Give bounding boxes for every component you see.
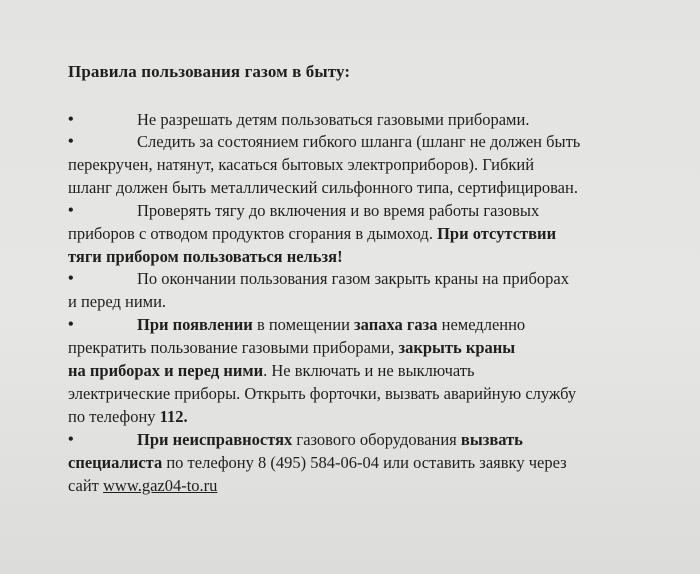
rule-text: Не разрешать детям пользоваться газовыми приборами. xyxy=(137,110,530,129)
rule-line xyxy=(68,155,534,175)
bullet-marker: • xyxy=(68,431,74,448)
website-link[interactable]: www.gaz04-to.ru xyxy=(103,476,218,495)
bold-text: запаха газа xyxy=(354,315,438,334)
rule-line xyxy=(68,407,188,427)
rule-line xyxy=(137,201,539,221)
rule-text: по телефону 8 (495) 584-06-04 или оставить заявку через xyxy=(162,453,567,472)
rule-text: в помещении xyxy=(252,315,355,334)
rule-text: и перед ними. xyxy=(68,292,167,311)
bullet-marker: • xyxy=(68,133,74,150)
rule-text: приборов с отводом продуктов сгорания в дымоход. xyxy=(68,224,438,243)
rule-text: шланг должен быть металлический сильфонного типа, сертифицирован. xyxy=(68,178,578,197)
rule-text: электрические приборы. Открыть форточки, вызвать аварийную службу xyxy=(68,384,577,403)
bold-text: При неисправностях xyxy=(137,430,293,449)
bold-text: 112. xyxy=(159,407,188,426)
rule-text: газового оборудования xyxy=(292,430,461,449)
bold-text: вызвать xyxy=(460,430,523,449)
rule-line xyxy=(68,178,578,198)
rule-line xyxy=(68,224,556,244)
rule-text: прекратить пользование газовыми приборами, xyxy=(68,338,399,357)
rule-line xyxy=(68,247,343,267)
rule-text: По окончании пользования газом закрыть краны на приборах xyxy=(137,269,569,288)
rule-line xyxy=(68,338,515,358)
bullet-marker: • xyxy=(68,316,74,333)
bold-text: на приборах и перед ними xyxy=(68,361,264,380)
bold-text: закрыть краны xyxy=(398,338,516,357)
rule-line xyxy=(137,315,525,335)
rule-text: Следить за состоянием гибкого шланга (шланг не должен быть xyxy=(137,132,581,151)
rule-line xyxy=(68,384,576,404)
rule-line xyxy=(137,269,569,289)
rule-line xyxy=(68,453,567,473)
rule-text: сайт xyxy=(68,476,104,495)
rule-line xyxy=(137,132,580,152)
rule-line xyxy=(68,292,166,312)
bold-text: При отсутствии xyxy=(437,224,557,243)
bullet-marker: • xyxy=(68,202,74,219)
bold-text: При появлении xyxy=(137,315,253,334)
bullet-marker: • xyxy=(68,270,74,287)
rule-line xyxy=(137,430,523,450)
bold-text: тяги прибором пользоваться нельзя! xyxy=(68,247,343,266)
rule-line xyxy=(68,476,217,496)
rule-text: перекручен, натянут, касаться бытовых электроприборов). Гибкий xyxy=(68,155,535,174)
rule-text: по телефону xyxy=(68,407,160,426)
bullet-marker: • xyxy=(68,111,74,128)
document-title: Правила пользования газом в быту: xyxy=(68,62,351,81)
rule-text: немедленно xyxy=(437,315,526,334)
rule-text: . Не включать и не выключать xyxy=(263,361,475,380)
bold-text: специалиста xyxy=(68,453,163,472)
rule-line xyxy=(137,110,529,130)
rule-line xyxy=(68,361,475,381)
rule-text: Проверять тягу до включения и во время работы газовых xyxy=(137,201,540,220)
